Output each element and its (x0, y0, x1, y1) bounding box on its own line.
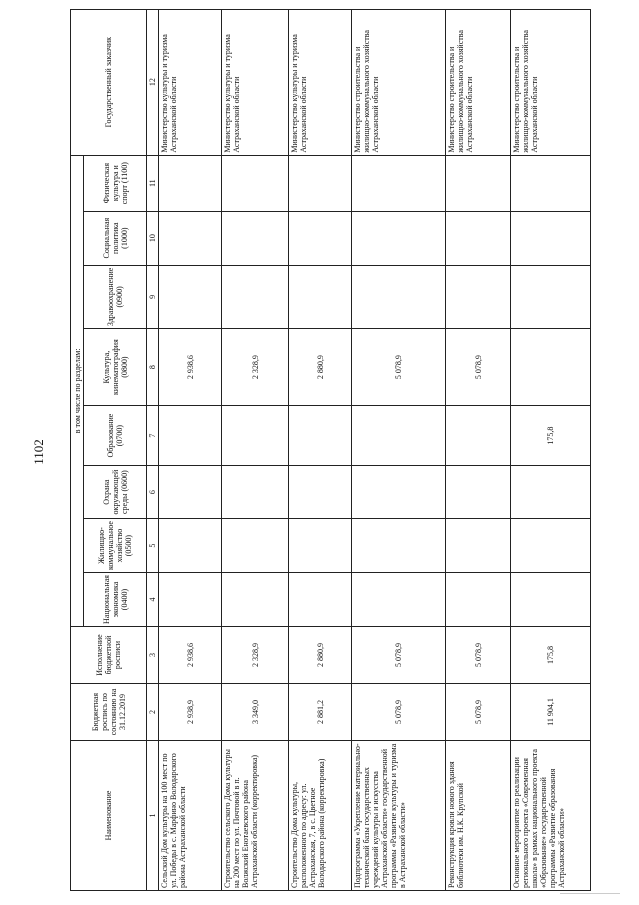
header-social: Социальная политика (1000) (84, 211, 147, 265)
row-name: Строительство сельского Дома культуры на 200 мест по ул. Почтовой в п. Волжский Енотаевского района Астраханской области (корректировка) (222, 741, 289, 891)
row-health (352, 265, 446, 328)
row-budget: 3 349,0 (222, 684, 289, 741)
row-customer: Министерство культуры и туризма Астраханской области (222, 9, 289, 155)
column-number: 3 (147, 627, 159, 684)
row-name: Подпрограмма «Укрепление материально-технической базы государственных учреждений культуры и искусства Астраханской области» государственной программы «Развитие культуры и туризма в Астраханской области» (352, 741, 446, 891)
row-national-economy (446, 573, 511, 627)
column-number: 6 (147, 466, 159, 519)
row-education (352, 406, 446, 466)
table-row (159, 9, 222, 890)
row-sport (446, 155, 511, 211)
row-culture (511, 329, 591, 406)
row-culture: 2 880,9 (289, 329, 352, 406)
header-environment: Охрана окружающей среды (0600) (84, 466, 147, 519)
row-social (222, 211, 289, 265)
row-education (159, 406, 222, 466)
header-housing: Жилищно-коммунальное хозяйство (0500) (84, 519, 147, 573)
row-environment (222, 466, 289, 519)
row-sport (511, 155, 591, 211)
row-culture: 2 938,6 (159, 329, 222, 406)
row-customer: Министерство культуры и туризма Астраханской области (159, 9, 222, 155)
row-education: 175,8 (511, 406, 591, 466)
row-sport (352, 155, 446, 211)
header-sport: Физическая культура и спорт (1100) (84, 155, 147, 211)
row-execution: 2 328,9 (222, 627, 289, 684)
row-health (446, 265, 511, 328)
row-housing (352, 519, 446, 573)
column-number: 5 (147, 519, 159, 573)
header-execution: Исполнение бюджетной росписи (71, 627, 147, 684)
column-number: 12 (147, 9, 159, 155)
column-number: 11 (147, 155, 159, 211)
row-customer: Министерство строительства и жилищно-коммунального хозяйства Астраханской области (446, 9, 511, 155)
row-national-economy (511, 573, 591, 627)
row-sport (289, 155, 352, 211)
header-customer: Государственный заказчик (71, 9, 147, 155)
row-housing (289, 519, 352, 573)
row-health (511, 265, 591, 328)
table-row (352, 9, 446, 890)
header-budget: Бюджетная роспись по состоянию на 31.12.2019 (71, 684, 147, 741)
column-number: 1 (147, 741, 159, 891)
column-number: 7 (147, 406, 159, 466)
row-health (222, 265, 289, 328)
row-national-economy (289, 573, 352, 627)
row-environment (159, 466, 222, 519)
header-health: Здравоохранение (0900) (84, 265, 147, 328)
row-execution: 2 880,9 (289, 627, 352, 684)
row-budget: 11 904,1 (511, 684, 591, 741)
row-budget: 5 078,9 (352, 684, 446, 741)
row-customer: Министерство строительства и жилищно-коммунального хозяйства Астраханской области (352, 9, 446, 155)
row-housing (222, 519, 289, 573)
page-number: 1102 (31, 439, 46, 465)
row-social (446, 211, 511, 265)
row-national-economy (352, 573, 446, 627)
row-education (222, 406, 289, 466)
header-national-economy: Национальная экономика (0400) (84, 573, 147, 627)
row-education (289, 406, 352, 466)
row-environment (511, 466, 591, 519)
row-social (289, 211, 352, 265)
row-health (289, 265, 352, 328)
row-execution: 5 078,9 (446, 627, 511, 684)
row-budget: 2 938,9 (159, 684, 222, 741)
budget-table (70, 9, 591, 891)
row-social (511, 211, 591, 265)
row-housing (159, 519, 222, 573)
row-education (446, 406, 511, 466)
row-social (352, 211, 446, 265)
row-housing (511, 519, 591, 573)
row-name: Строительство Дома культуры, расположенного по адресу: ул. Астраханская, 7, в с. Цветное Володарского района (корректировка) (289, 741, 352, 891)
row-name: Сельский Дом культуры на 100 мест по ул. Победы в с. Марфино Володарского района Астраханской области (159, 741, 222, 891)
column-number-row (147, 9, 159, 890)
column-number: 10 (147, 211, 159, 265)
row-budget: 5 078,9 (446, 684, 511, 741)
row-environment (446, 466, 511, 519)
row-execution: 175,8 (511, 627, 591, 684)
row-culture: 5 078,9 (446, 329, 511, 406)
row-customer: Министерство культуры и туризма Астраханской области (289, 9, 352, 155)
column-number: 2 (147, 684, 159, 741)
row-culture: 5 078,9 (352, 329, 446, 406)
column-number: 8 (147, 329, 159, 406)
header-sections-group: в том числе по разделам: (71, 155, 84, 626)
row-sport (222, 155, 289, 211)
row-customer: Министерство строительства и жилищно-коммунального хозяйства Астраханской области (511, 9, 591, 155)
table-row (511, 9, 591, 890)
column-number: 4 (147, 573, 159, 627)
header-education: Образование (0700) (84, 406, 147, 466)
row-name: Основное мероприятие по реализации регионального проекта «Современная школа» в рамках национального проекта «Образование» государственной программы «Развитие образования Астраханской области» (511, 741, 591, 891)
row-social (159, 211, 222, 265)
row-name: Реконструкция кровли нового здания библиотеки им. Н.К. Крупской (446, 741, 511, 891)
row-housing (446, 519, 511, 573)
column-number: 9 (147, 265, 159, 328)
row-culture: 2 328,9 (222, 329, 289, 406)
row-environment (289, 466, 352, 519)
table-row (222, 9, 289, 890)
table-row (289, 9, 352, 890)
row-environment (352, 466, 446, 519)
rotated-page (65, 0, 580, 905)
row-national-economy (222, 573, 289, 627)
row-health (159, 265, 222, 328)
scan-mark (560, 893, 620, 898)
row-sport (159, 155, 222, 211)
table-row (446, 9, 511, 890)
row-national-economy (159, 573, 222, 627)
header-name: Наименование (71, 741, 147, 891)
header-row (71, 9, 84, 890)
row-execution: 2 938,6 (159, 627, 222, 684)
header-culture: Культура, кинематография (0800) (84, 329, 147, 406)
row-execution: 5 078,9 (352, 627, 446, 684)
row-budget: 2 881,2 (289, 684, 352, 741)
